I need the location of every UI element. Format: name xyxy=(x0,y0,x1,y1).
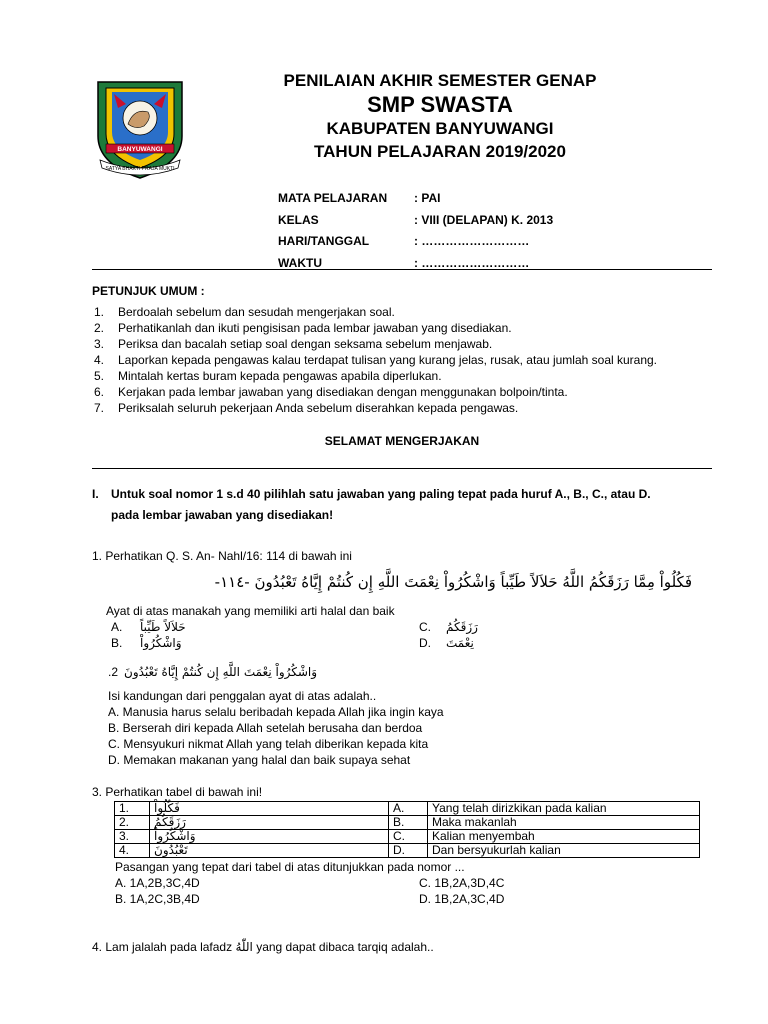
table-row xyxy=(115,830,700,844)
petunjuk-num: 4. xyxy=(94,353,105,367)
q3-text: 3. Perhatikan tabel di bawah ini! xyxy=(92,785,263,799)
q2-number: .2 xyxy=(108,665,119,679)
q1-question: Ayat di atas manakah yang memiliki arti halal dan baik xyxy=(106,604,395,618)
q3-matching-table xyxy=(114,801,700,858)
q1-option-a: حَلاَلاً طَيِّباً xyxy=(140,620,186,634)
option-letter: D. xyxy=(389,844,428,858)
info-value-time: : ……………………… xyxy=(414,256,530,270)
q4-text xyxy=(92,940,434,954)
petunjuk-item: Perhatikanlah dan ikuti pengisisan pada lembar jawaban yang disediakan. xyxy=(118,321,512,335)
table-row xyxy=(115,802,700,816)
q2-arabic: وَاشْكُرُواْ نِعْمَتَ اللَّهِ إِن كُنتُمْ إِيَّاهُ تَعْبُدُونَ xyxy=(124,665,318,679)
q1-text: 1. Perhatikan Q. S. An- Nahl/16: 114 di bawah ini xyxy=(92,549,352,563)
petunjuk-num: 3. xyxy=(94,337,105,351)
info-value-class: : VIII (DELAPAN) K. 2013 xyxy=(414,213,554,227)
table-row xyxy=(115,816,700,830)
option-letter: A. xyxy=(389,802,428,816)
row-number: 4. xyxy=(115,844,150,858)
petunjuk-item: Kerjakan pada lembar jawaban yang disediakan dengan menggunakan bolpoin/tinta. xyxy=(118,385,568,399)
arabic-word: تَعْبُدُونَ xyxy=(150,844,389,858)
svg-text:SATYA BHAKTI PRAJA MUKTI: SATYA BHAKTI PRAJA MUKTI xyxy=(105,166,175,172)
q1-option-label: B. xyxy=(111,636,123,650)
info-label-date: HARI/TANGGAL xyxy=(278,234,370,248)
meaning-text: Maka makanlah xyxy=(428,816,700,830)
q1-option-label: C. xyxy=(419,620,431,634)
row-number: 1. xyxy=(115,802,150,816)
section-number: I. xyxy=(92,487,99,501)
q1-option-b: وَاشْكُرُواْ xyxy=(140,636,182,650)
banyuwangi-logo xyxy=(92,78,188,180)
meaning-text: Yang telah dirizkikan pada kalian xyxy=(428,802,700,816)
petunjuk-item: Periksa dan bacalah setiap soal dengan seksama sebelum menjawab. xyxy=(118,337,493,351)
section-divider xyxy=(92,468,712,469)
table-row xyxy=(115,844,700,858)
header-year: TAHUN PELAJARAN 2019/2020 xyxy=(314,142,566,161)
section-instruction-cont: pada lembar jawaban yang disediakan! xyxy=(111,508,334,522)
q1-option-label: D. xyxy=(419,636,431,650)
q2-option-b: B. Berserah diri kepada Allah setelah berusaha dan berdoa xyxy=(108,721,423,735)
q2-question: Isi kandungan dari penggalan ayat di atas adalah.. xyxy=(108,689,377,703)
arabic-word: فَكُلُواْ xyxy=(150,802,389,816)
school-name: SMP SWASTA xyxy=(367,92,513,117)
petunjuk-num: 6. xyxy=(94,385,105,399)
petunjuk-item: Berdoalah sebelum dan sesudah mengerjakan soal. xyxy=(118,305,395,319)
q3-question: Pasangan yang tepat dari tabel di atas ditunjukkan pada nomor ... xyxy=(115,860,465,874)
q1-option-label: A. xyxy=(111,620,123,634)
q1-arabic-verse: فَكُلُواْ مِمَّا رَزَقَكُمُ اللَّهُ حَلاَلاً طَيِّباً وَاشْكُرُواْ نِعْمَتَ اللَّهِ إِن كُنتُمْ إِيَّاهُ تَعْبُدُونَ -١١٤- xyxy=(214,573,692,591)
meaning-text: Dan bersyukurlah kalian xyxy=(428,844,700,858)
arabic-word: رَزَقَكُمُ xyxy=(150,816,389,830)
selamat-heading: SELAMAT MENGERJAKAN xyxy=(324,434,480,448)
info-value-subject: : PAI xyxy=(414,191,441,205)
petunjuk-num: 7. xyxy=(94,401,105,415)
option-letter: B. xyxy=(389,816,428,830)
q4-text-end: yang dapat dibaca tarqiq adalah.. xyxy=(256,940,434,954)
q2-option-d: D. Memakan makanan yang halal dan baik supaya sehat xyxy=(108,753,411,767)
header-title: PENILAIAN AKHIR SEMESTER GENAP xyxy=(283,71,597,90)
q4-text-start: 4. Lam jalalah pada lafadz xyxy=(92,940,233,954)
q2-option-a: A. Manusia harus selalu beribadah kepada Allah jika ingin kaya xyxy=(108,705,444,719)
petunjuk-num: 5. xyxy=(94,369,105,383)
section-instruction: Untuk soal nomor 1 s.d 40 pilihlah satu jawaban yang paling tepat pada huruf A., B., C., atau D. xyxy=(111,487,651,501)
arabic-word: وَاشْكُرُواْ xyxy=(150,830,389,844)
q3-option-c: C. 1B,2A,3D,4C xyxy=(419,876,505,890)
petunjuk-num: 2. xyxy=(94,321,105,335)
meaning-text: Kalian menyembah xyxy=(428,830,700,844)
info-label-subject: MATA PELAJARAN xyxy=(278,191,388,205)
info-label-time: WAKTU xyxy=(278,256,322,270)
row-number: 2. xyxy=(115,816,150,830)
q4-arabic-word: اللّٰهُ xyxy=(235,940,253,954)
petunjuk-item: Laporkan kepada pengawas kalau terdapat tulisan yang kurang jelas, rusak, atau jumlah soal kurang. xyxy=(118,353,658,367)
petunjuk-item: Periksalah seluruh pekerjaan Anda sebelum diserahkan kepada pengawas. xyxy=(118,401,519,415)
info-divider xyxy=(92,269,712,270)
q1-option-d: نِعْمَتَ xyxy=(446,636,474,650)
q3-option-a: A. 1A,2B,3C,4D xyxy=(115,876,200,890)
header-regency: KABUPATEN BANYUWANGI xyxy=(326,119,554,138)
svg-text:BANYUWANGI: BANYUWANGI xyxy=(117,146,163,153)
q1-option-c: رَزَقَكُمُ xyxy=(446,620,478,634)
q3-option-d: D. 1B,2A,3C,4D xyxy=(419,892,505,906)
info-value-date: : ……………………… xyxy=(414,234,530,248)
info-label-class: KELAS xyxy=(278,213,319,227)
petunjuk-num: 1. xyxy=(94,305,105,319)
row-number: 3. xyxy=(115,830,150,844)
option-letter: C. xyxy=(389,830,428,844)
petunjuk-title: PETUNJUK UMUM : xyxy=(92,284,205,298)
petunjuk-item: Mintalah kertas buram kepada pengawas apabila diperlukan. xyxy=(118,369,442,383)
q3-option-b: B. 1A,2C,3B,4D xyxy=(115,892,200,906)
q2-option-c: C. Mensyukuri nikmat Allah yang telah diberikan kepada kita xyxy=(108,737,429,751)
